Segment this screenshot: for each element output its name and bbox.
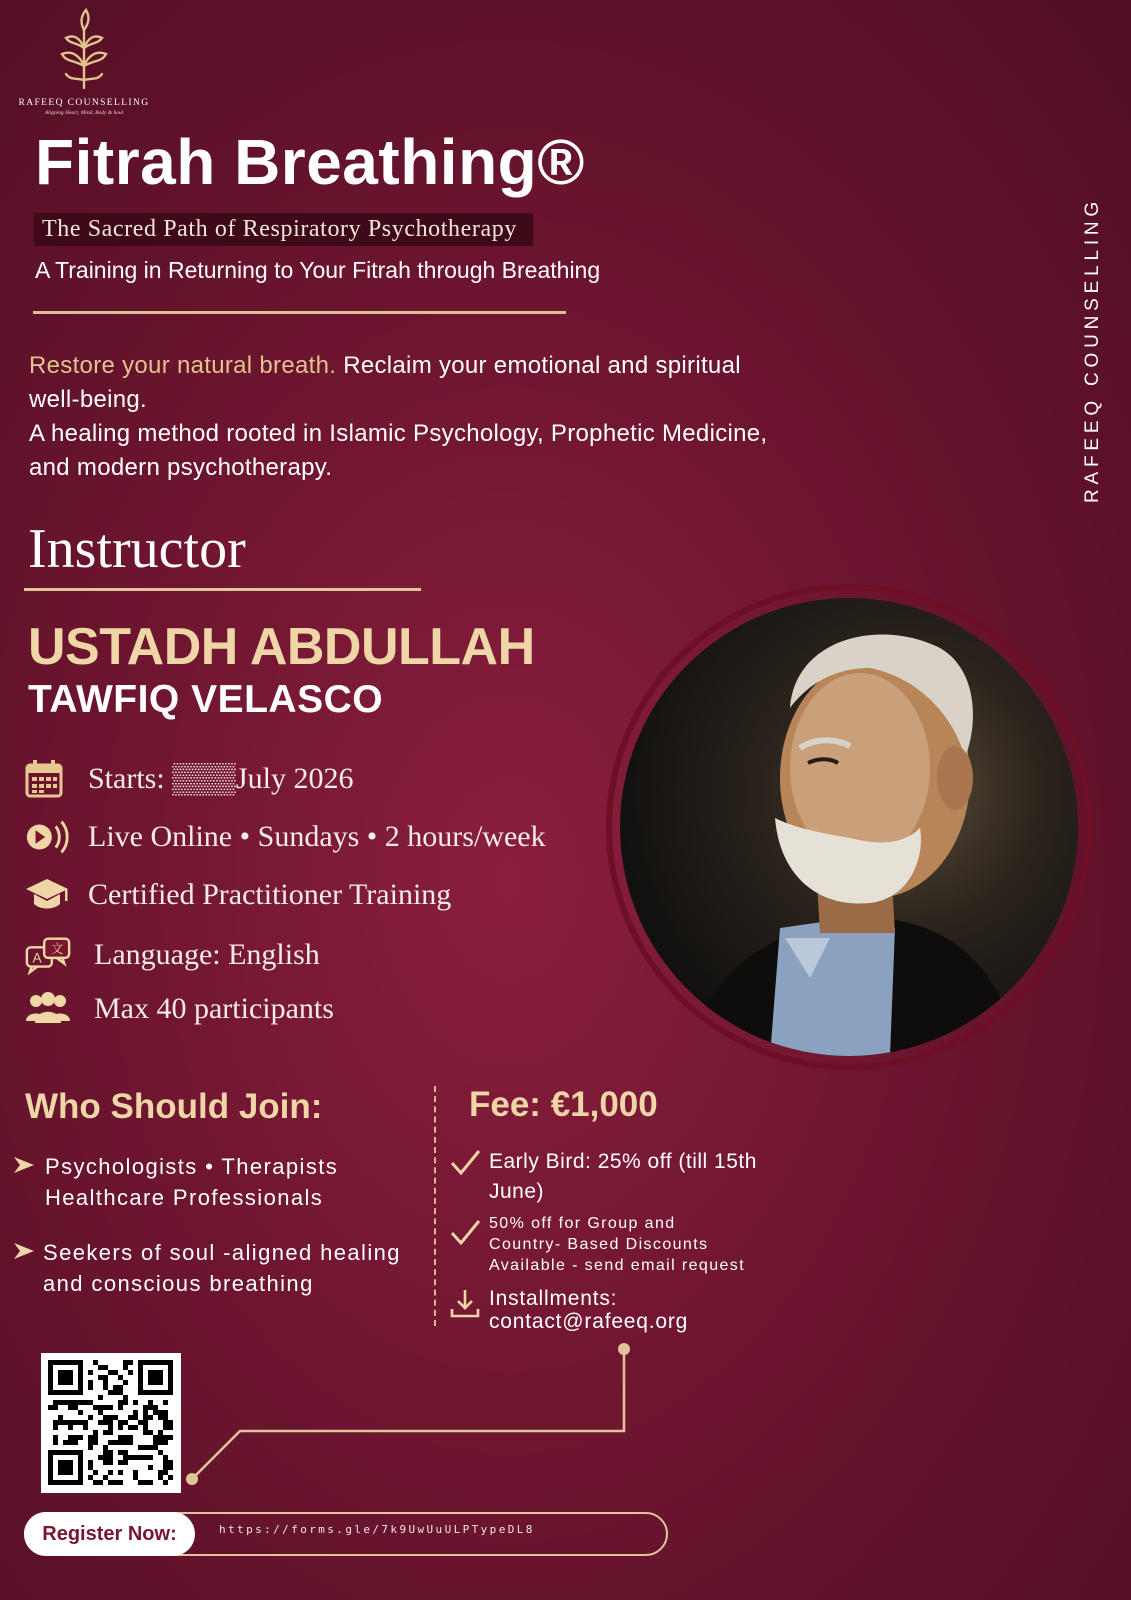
contact-email-link[interactable]: contact@rafeeq.org <box>489 1310 689 1333</box>
brand-tagline: Aligning Heart, Mind, Body & Soul <box>44 110 124 116</box>
detail-format: Live Online • Sundays • 2 hours/week <box>24 815 546 859</box>
chevron-right-icon <box>12 1239 36 1263</box>
detail-certification: Certified Practitioner Training <box>24 873 451 917</box>
brand-name: RAFEEQ COUNSELLING <box>18 98 150 108</box>
fee-heading: Fee: €1,000 <box>469 1085 658 1124</box>
qr-code[interactable] <box>41 1353 181 1493</box>
download-icon <box>449 1287 481 1319</box>
instructor-name-line2: TAWFIQ VELASCO <box>28 678 384 721</box>
chevron-right-icon <box>12 1153 36 1177</box>
tagline: A Training in Returning to Your Fitrah through Breathing <box>35 257 601 283</box>
graduation-cap-icon <box>24 873 72 917</box>
instructor-heading: Instructor <box>28 518 246 580</box>
checkmark-icon <box>449 1217 481 1249</box>
column-divider <box>434 1086 436 1326</box>
qr-code-icon <box>41 1353 181 1493</box>
page-title: Fitrah Breathing® <box>35 126 585 198</box>
list-item: Seekers of soul -aligned healing and conscious breathing <box>12 1237 401 1299</box>
side-brand-text: RAFEEQ COUNSELLING <box>1082 196 1103 504</box>
early-bird-offer: Early Bird: 25% off (till 15th June) <box>449 1147 757 1207</box>
who-should-join-heading: Who Should Join: <box>25 1087 323 1126</box>
translate-icon <box>24 933 72 977</box>
intro-line2: A healing method rooted in Islamic Psychology, Prophetic Medicine, and modern psychotherapy. <box>29 420 768 481</box>
leaf-flame-logo-icon <box>54 8 114 94</box>
register-url-link[interactable]: https://forms.gle/7k9UwUuULPTypeDL8 <box>219 1523 535 1536</box>
people-icon <box>24 987 72 1031</box>
intro-highlight: Restore your natural breath. <box>29 352 337 379</box>
divider <box>24 588 421 591</box>
installments-info: Installments: contact@rafeeq.org <box>449 1287 688 1333</box>
svg-text:文: 文 <box>50 941 64 957</box>
intro-text <box>29 349 789 485</box>
list-item: Psychologists • Therapists Healthcare Professionals <box>12 1151 338 1213</box>
detail-language: A 文 Language: English <box>24 933 320 977</box>
group-discount-offer: 50% off for Group and Country- Based Discounts Available - send email request <box>449 1213 745 1276</box>
subtitle: The Sacred Path of Respiratory Psychotherapy <box>34 213 533 246</box>
intro-rest: Reclaim your emotional and spiritual well-being. <box>29 352 741 413</box>
calendar-icon <box>24 757 72 801</box>
detail-start-date: Starts: ▒▒▒July 2026 <box>24 757 353 801</box>
checkmark-icon <box>449 1147 481 1179</box>
divider <box>33 311 566 314</box>
instructor-portrait <box>620 598 1078 1056</box>
connector-line <box>180 1335 640 1485</box>
instructor-name-line1: USTADH ABDULLAH <box>28 618 535 676</box>
brand-logo <box>14 8 154 116</box>
register-button[interactable]: Register Now: <box>24 1512 195 1556</box>
live-broadcast-icon <box>24 815 72 859</box>
detail-capacity: Max 40 participants <box>24 987 334 1031</box>
svg-text:A: A <box>32 950 42 966</box>
